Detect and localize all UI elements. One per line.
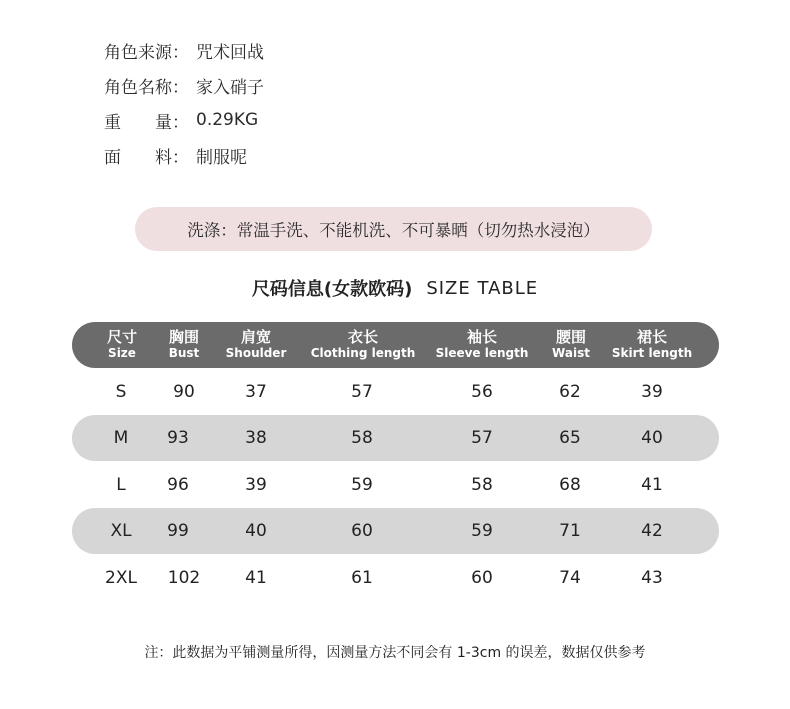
header-clothing-length [311,322,416,368]
cell-waist: 71 [559,521,581,541]
size-table-title-zh: 尺码信息(女款欧码) [251,279,413,300]
info-fabric [104,140,247,170]
cell-bust: 96 [167,475,189,495]
cell-bust: 90 [173,382,195,402]
table-row [72,508,719,554]
cell-size: 2XL [105,568,137,588]
cell-sleeve-length: 60 [471,568,493,588]
cell-shoulder: 40 [245,521,267,541]
info-value: 咒术回战 [196,42,264,63]
header-label-en: Skirt length [611,346,693,360]
header-label-zh: 腰围 [555,328,586,346]
cell-waist: 62 [559,382,581,402]
header-label-en: Bust [168,346,200,360]
header-label-zh: 肩宽 [240,328,272,346]
info-source [104,35,264,65]
cell-shoulder: 39 [245,475,267,495]
cell-shoulder: 37 [245,382,267,402]
cell-waist: 65 [559,428,581,448]
table-row [72,415,719,461]
header-label-en: Sleeve length [435,346,529,360]
info-value: 制服呢 [196,147,247,168]
cell-clothing-length: 60 [351,521,373,541]
header-bust [169,322,200,368]
header-sleeve-length [436,322,529,368]
header-shoulder [226,322,287,368]
header-label-zh: 尺寸 [106,328,138,346]
header-label-zh: 胸围 [168,328,200,346]
measurement-note [0,639,790,665]
info-label: 面 料： [104,147,189,168]
cell-sleeve-length: 58 [471,475,493,495]
cell-skirt-length: 43 [641,568,663,588]
cell-sleeve-length: 56 [471,382,493,402]
cell-clothing-length: 61 [351,568,373,588]
size-table-header [72,322,719,368]
cell-waist: 68 [559,475,581,495]
cell-bust: 93 [167,428,189,448]
cell-bust: 99 [167,521,189,541]
cell-skirt-length: 40 [641,428,663,448]
table-row [72,369,719,415]
cell-skirt-length: 42 [641,521,663,541]
wash-text: 洗涤：常温手洗、不能机洗、不可暴晒（切勿热水浸泡） [187,221,600,240]
wash-instructions [135,207,652,251]
header-label-en: Waist [552,346,590,360]
cell-shoulder: 41 [245,568,267,588]
cell-shoulder: 38 [245,428,267,448]
cell-skirt-length: 39 [641,382,663,402]
cell-bust: 102 [167,568,201,588]
table-row [72,462,719,508]
info-character [104,70,264,100]
header-skirt-length [612,322,692,368]
cell-size: S [115,382,127,402]
header-size [107,322,137,368]
header-label-zh: 衣长 [347,328,378,346]
cell-sleeve-length: 59 [471,521,493,541]
cell-clothing-length: 58 [351,428,373,448]
measurement-note-text: 注：此数据为平铺测量所得，因测量方法不同会有 1-3cm 的误差，数据仅供参考 [144,645,646,661]
header-label-en: Shoulder [225,346,287,360]
info-label: 角色来源： [104,42,189,63]
table-row [72,555,719,601]
cell-size: L [116,475,126,495]
size-table-title-en: SIZE TABLE [426,277,539,299]
info-weight [104,105,258,135]
header-waist [552,322,590,368]
header-label-en: Clothing length [310,346,416,360]
cell-size: M [113,428,129,448]
cell-clothing-length: 59 [351,475,373,495]
info-label: 角色名称： [104,77,189,98]
cell-sleeve-length: 57 [471,428,493,448]
header-label-en: Size [108,346,136,360]
info-value: 0.29KG [196,110,259,130]
cell-size: XL [110,521,132,541]
info-label: 重 量： [104,112,189,133]
header-label-zh: 裙长 [636,328,668,346]
cell-clothing-length: 57 [351,382,373,402]
info-value: 家入硝子 [196,77,264,98]
header-label-zh: 袖长 [466,328,497,346]
cell-skirt-length: 41 [641,475,663,495]
size-table-title [0,273,790,303]
cell-waist: 74 [559,568,581,588]
